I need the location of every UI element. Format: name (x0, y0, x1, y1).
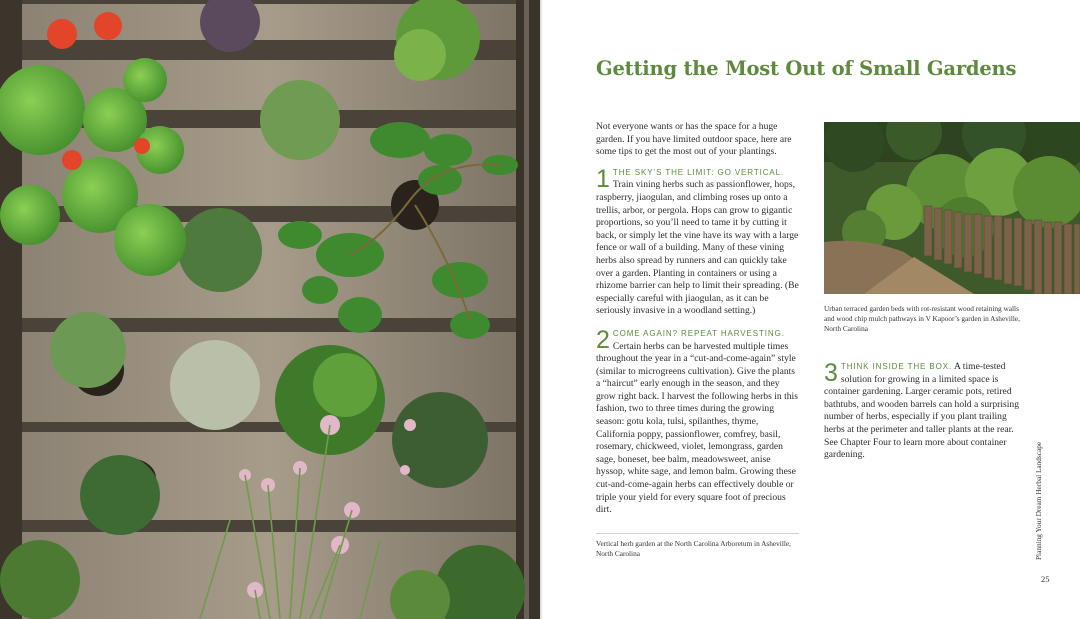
page-gutter (540, 0, 543, 619)
right-text-column (824, 361, 1022, 472)
page-number: 25 (1041, 574, 1050, 584)
photo-caption-left: Vertical herb garden at the North Carolina Arboretum in Asheville, North Carolina (596, 533, 799, 559)
page-title: Getting the Most Out of Small Gardens (596, 57, 1017, 80)
terraced-garden-photo (824, 122, 1080, 294)
tip-2 (596, 325, 799, 517)
tip-number: 1 (596, 164, 610, 193)
left-text-column (596, 121, 799, 527)
tip-text: A time-tested solution for growing in a limited space is container gardening. Larger ceramic pots, retired bathtubs, and wooden barrels can hold a surprising number of herbs, especially if you plant trailing herbs at the perimeter and taller plants at the rear. See Chapter Four to learn more about container gardening. (824, 361, 1020, 461)
tip-number: 3 (824, 359, 838, 387)
photo-caption-right: Urban terraced garden beds with rot-resistant wood retaining walls and wood chip mulch pathways in V Kapoor’s garden in Asheville, North Carolina (824, 304, 1020, 333)
tip-text: Train vining herbs such as passionflower, hops, raspberry, jiaogulan, and climbing roses up onto a trellis, arbor, or pergola. Hops can grow to gigantic proportions, so you’ll need to tame it by cutting it back, or simply let the vine have its way with a large fence or wall of a building. Many of these vining herbs also spread by runners and can quickly take over a garden. Planting in containers or using a rhizome barrier can help to limit their spreading. (Be especially careful with jiaogulan, as it can be seriously invasive in a woodland setting.) (596, 179, 799, 317)
tip-lead: THE SKY’S THE LIMIT: GO VERTICAL. (612, 167, 785, 177)
tip-lead: COME AGAIN? REPEAT HARVESTING. (612, 328, 785, 338)
tip-number: 2 (596, 325, 610, 354)
tip-text: Certain herbs can be harvested multiple times throughout the year in a “cut-and-come-again” style (similar to microgreens cultivation). Give the plants a “haircut” early enough in the season, and they grow right back. I harvest the following herbs in this fashion, two to three times during the growing season: gotu kola, tulsi, spilanthes, thyme, California poppy, passionflower, comfrey, basil, rosemary, chickweed, violet, lemongrass, garden sage, boneset, bee balm, meadowsweet, anise hyssop, white sage, and lemon balm. Growing these cut-and-come-again herbs can effectively double or triple your yield for every square foot of precious dirt. (596, 340, 798, 516)
tip-lead: THINK INSIDE THE BOX. (840, 362, 953, 371)
tip-1 (596, 164, 799, 318)
tip-3 (824, 361, 1022, 462)
running-head: Planning Your Dream Herbal Landscape (1034, 441, 1043, 560)
intro-paragraph: Not everyone wants or has the space for a huge garden. If you have limited outdoor space, here are some tips to get the most out of your plantings. (596, 121, 792, 158)
terraced-garden-illustration (824, 122, 1080, 294)
